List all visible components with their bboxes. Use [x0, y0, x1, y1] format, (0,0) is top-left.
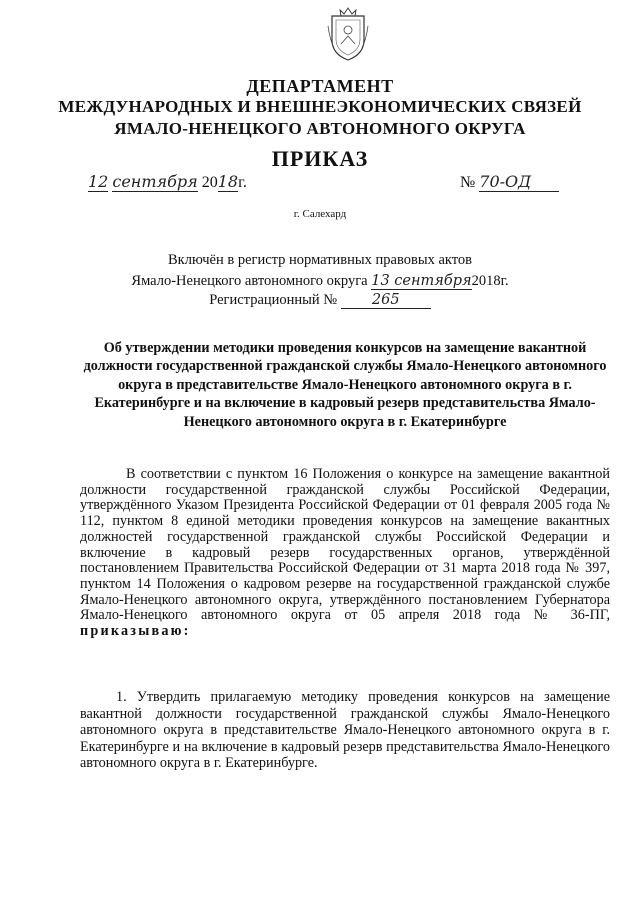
date-year-prefix: 20: [201, 174, 218, 191]
preamble-paragraph: [80, 467, 610, 640]
order-date: [88, 172, 247, 192]
date-day: 12: [88, 172, 109, 191]
number-value: 70-ОД: [479, 172, 559, 192]
number-label: №: [460, 174, 476, 191]
registry-line-2: [0, 273, 640, 290]
coat-of-arms-emblem: [326, 6, 370, 64]
registry-line-1: Включён в регистр нормативных правовых актов: [168, 252, 472, 268]
item-1-paragraph: 1. Утвердить прилагаемую методику проведения конкурсов на замещение вакантной должности государственной гражданской службы Ямало-Ненецкого автономного округа в представительстве Ямало-Ненецкого автономного округа в г. Екатеринбурге и на включение в кадровый резерв представительства Ямало-Ненецкого автономного округа в г. Екатеринбурге.: [80, 689, 610, 772]
registry-line-3: [0, 292, 640, 309]
date-year-suffix: 18: [217, 172, 239, 191]
registry-number-label: Регистрационный №: [209, 292, 338, 308]
registry-number: 265: [341, 292, 431, 309]
preamble-text: В соответствии с пунктом 16 Положения о конкурсе на замещение вакантной должности государственной гражданской службы Российской Федерации, утверждённого Указом Президента Российской Федерации от 01 февраля 2005 года № 112, пунктом 8 единой методики проведения конкурсов на замещение вакантных должностей государственной гражданской службы Российской Федерации и включение в кадровый резерв государственных органов, утверждённой постановлением Правительства Российской Федерации от 31 марта 2018 года № 397, пунктом 14 Положения о кадровом резерве на государственной гражданской службе Ямало-Ненецкого автономного округа, утверждённого постановлением Губернатора Ямало-Ненецкого автономного округа от 05 апреля 2018 года № 36-ПГ,: [80, 466, 610, 624]
department-title-line-3: ЯМАЛО-НЕНЕЦКОГО АВТОНОМНОГО ОКРУГА: [114, 119, 526, 138]
registry-region: Ямало-Ненецкого автономного округа: [131, 273, 368, 289]
document-subject: Об утверждении методики проведения конкурсов на замещение вакантной должности государственной гражданской службы Ямало-Ненецкого автономного округа в представительстве Ямало-Ненецкого автономного округа в г. Екатеринбурге и на включение в кадровый резерв представительства Ямало-Ненецкого автономного округа в г. Екатеринбурге: [83, 340, 607, 430]
order-number: [460, 172, 559, 192]
department-title-line-1: ДЕПАРТАМЕНТ: [246, 76, 394, 96]
date-year-unit: г.: [238, 174, 247, 191]
city-name: г. Салехард: [293, 208, 347, 220]
registry-year: 2018г.: [471, 273, 509, 289]
order-word: приказываю:: [80, 623, 191, 640]
document-type-title: ПРИКАЗ: [271, 146, 369, 171]
registry-date: 13 сентября: [371, 273, 472, 289]
date-month: сентября: [112, 172, 198, 191]
department-title-line-2: МЕЖДУНАРОДНЫХ И ВНЕШНЕЭКОНОМИЧЕСКИХ СВЯЗЕЙ: [58, 97, 582, 116]
